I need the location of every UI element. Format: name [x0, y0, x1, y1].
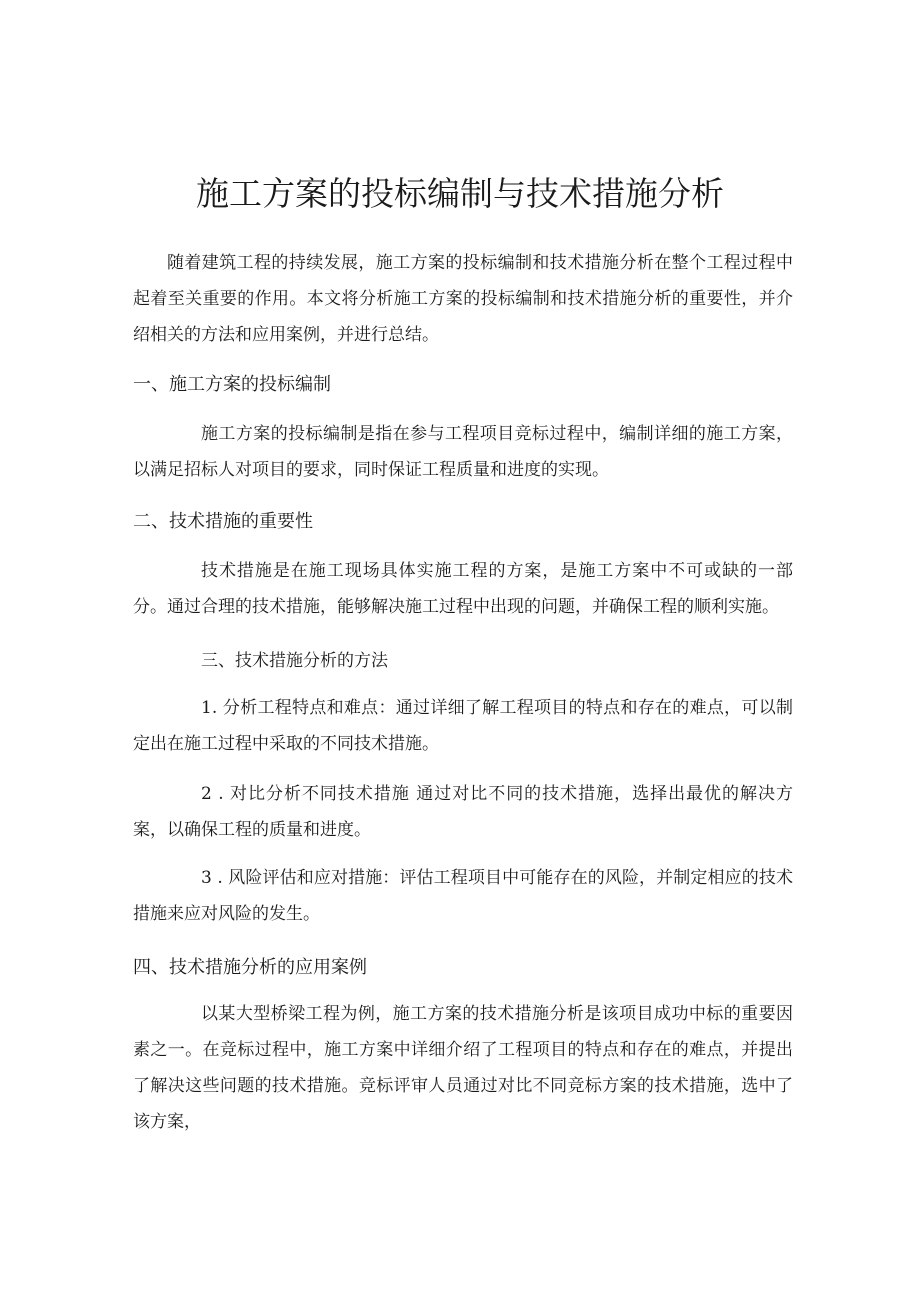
section-body-2: 技术措施是在施工现场具体实施工程的方案，是施工方案中不可或缺的一部分。通过合理的技术措施，能够解决施工过程中出现的问题，并确保工程的顺利实施。 [133, 561, 793, 617]
section-heading-3: 三、技术措施分析的方法 [201, 651, 388, 671]
section-heading-2: 二、技术措施的重要性 [133, 511, 313, 532]
section-body-4: 以某大型桥梁工程为例，施工方案的技术措施分析是该项目成功中标的重要因素之一。在竞标过程中，施工方案中详细介绍了工程项目的特点和存在的难点，并提出了解决这些问题的技术措施。竞标评审人员通过对比不同竞标方案的技术措施，选中了该方案， [133, 1004, 793, 1132]
list-item: 3 . 风险评估和应对措施：评估工程项目中可能存在的风险，并制定相应的技术措施来应对风险的发生。 [133, 868, 793, 924]
section-heading-1: 一、施工方案的投标编制 [133, 374, 331, 395]
list-item: 2 . 对比分析不同技术措施 通过对比不同的技术措施，选择出最优的解决方案，以确保工程的质量和进度。 [133, 784, 793, 840]
section-heading-4: 四、技术措施分析的应用案例 [133, 957, 367, 978]
list-item: 1. 分析工程特点和难点：通过详细了解工程项目的特点和存在的难点，可以制定出在施工过程中采取的不同技术措施。 [133, 698, 793, 754]
document-title: 施工方案的投标编制与技术措施分析 [196, 174, 724, 213]
section-body-1: 施工方案的投标编制是指在参与工程项目竞标过程中，编制详细的施工方案，以满足招标人对项目的要求，同时保证工程质量和进度的实现。 [133, 424, 793, 480]
intro-paragraph: 随着建筑工程的持续发展，施工方案的投标编制和技术措施分析在整个工程过程中起着至关重要的作用。本文将分析施工方案的投标编制和技术措施分析的重要性，并介绍相关的方法和应用案例，并进行总结。 [133, 253, 793, 345]
